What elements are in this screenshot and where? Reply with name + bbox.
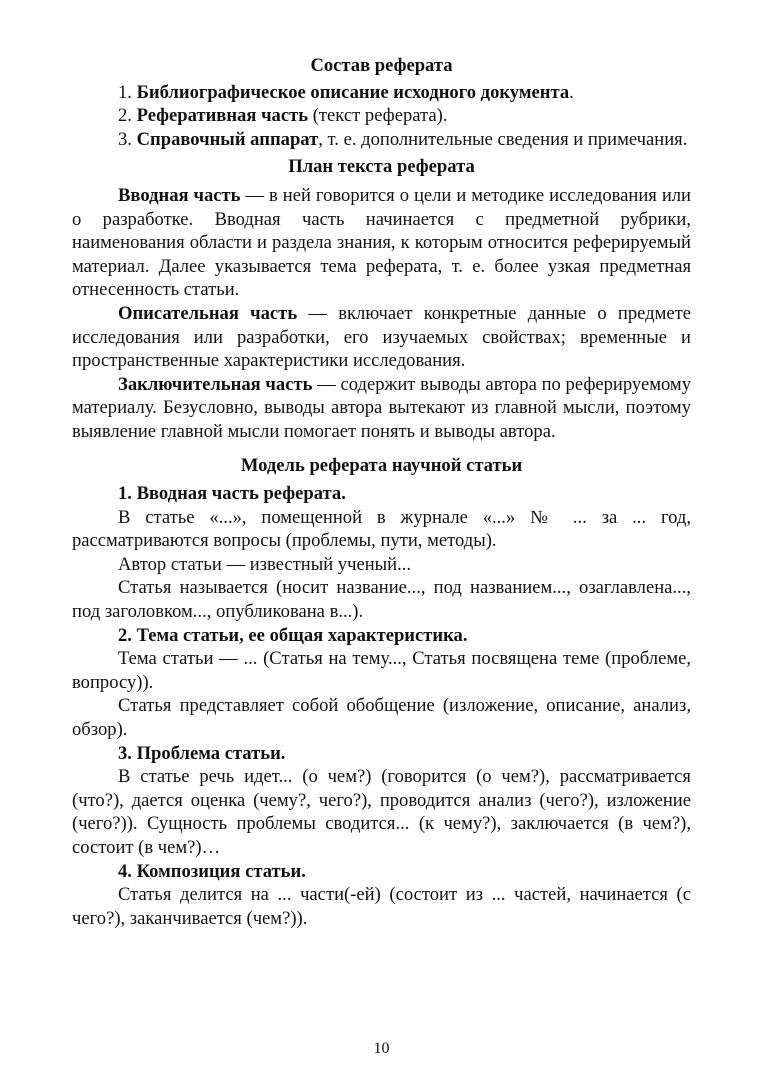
paragraph-text: — в ней говорится о цели и методике исследования или о разработке. Вводная часть начинается с предметной рубрики, наименования области и раздела знания, к которым относится реферируемый материал. Далее указывается тема реферата, т. е. более узкая предметная отнесенность статьи. (72, 184, 692, 301)
model-line: Тема статьи — ... (Статья на тему..., Статья посвящена теме (проблеме, вопросу)). (72, 648, 691, 693)
item-term: Библиографическое описание исходного документа (136, 81, 570, 103)
plan-paragraph-conclusion (72, 373, 691, 444)
paragraph-term: Описательная часть (118, 302, 298, 324)
paragraph-text: — содержит выводы автора по реферируемому материалу. Безусловно, выводы автора вытекают из главной мысли, поэтому выявление главной мысли помогает понять и выводы автора. (72, 373, 691, 442)
paragraph-term: Вводная часть (118, 184, 241, 206)
item-text: . (569, 81, 574, 103)
composition-item (72, 81, 691, 105)
plan-paragraph-descriptive (72, 302, 691, 373)
page-number: 10 (373, 1040, 390, 1057)
item-number: 1. (118, 81, 137, 103)
subsection-heading-topic: 2. Тема статьи, ее общая характеристика. (118, 624, 468, 646)
model-line: В статье «...», помещенной в журнале «...» № ... за ... год, рассматриваются вопросы (проблемы, пути, методы). (72, 506, 691, 552)
item-text: (текст реферата). (308, 105, 448, 127)
section-title-composition: Состав реферата (310, 55, 453, 76)
item-term: Реферативная часть (136, 105, 309, 127)
plan-paragraph-intro (72, 184, 691, 302)
subsection-heading-intro: 1. Вводная часть реферата. (118, 483, 346, 505)
model-line: Статья делится на ... части(-ей) (состоит из ... частей, начинается (с чего?), заканчивается (чем?)). (72, 884, 691, 929)
subsection-heading-composition: 4. Композиция статьи. (118, 860, 306, 882)
composition-item (72, 104, 691, 128)
model-line: Автор статьи — известный ученый... (118, 553, 412, 575)
page-body (72, 54, 691, 930)
section-title-model: Модель реферата научной статьи (240, 454, 523, 476)
composition-item (72, 128, 691, 152)
model-line: Статья называется (носит название..., под названием..., озаглавлена..., под заголовком..., опубликована в...). (72, 577, 691, 623)
model-line: В статье речь идет... (о чем?) (говорится (о чем?), рассматривается (что?), дается оценка (чему?, чего?), проводится анализ (чего?), изложение (чего?)). Сущность проблемы сводится... (к чему?), заключается (в чем?), состоит (в чем?)… (72, 766, 691, 858)
model-line: Статья представляет собой обобщение (изложение, описание, анализ, обзор). (72, 695, 691, 741)
item-number: 3. (118, 128, 137, 150)
subsection-heading-problem: 3. Проблема статьи. (118, 742, 286, 764)
section-title-plan: План текста реферата (288, 156, 475, 178)
item-text: , т. е. дополнительные сведения и примечания. (318, 128, 688, 150)
item-term: Справочный аппарат (136, 128, 319, 150)
paragraph-text: — включает конкретные данные о предмете исследования или разработки, его изучаемых свойствах; временные и пространственные характеристики исследования. (72, 302, 691, 372)
item-number: 2. (118, 105, 137, 127)
paragraph-term: Заключительная часть (118, 373, 313, 395)
